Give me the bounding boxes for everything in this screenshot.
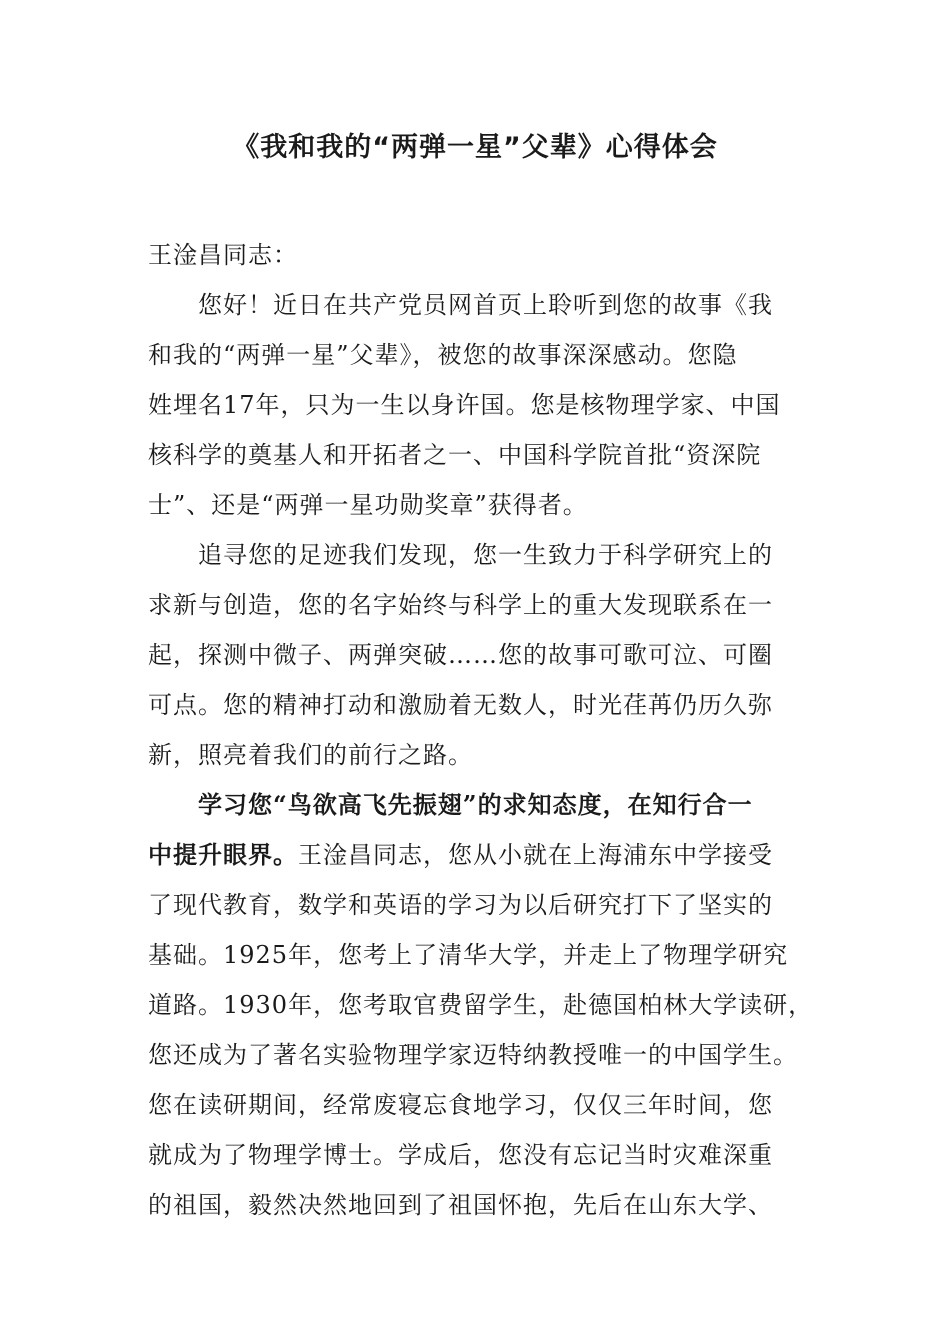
paragraph-line: 追寻您的足迹我们发现，您一生致力于科学研究上的 — [198, 541, 773, 569]
paragraph-line: 核科学的奠基人和开拓者之一、中国科学院首批“资深院 — [148, 441, 762, 469]
paragraph-line: 了现代教育，数学和英语的学习为以后研究打下了坚实的 — [148, 891, 773, 919]
document-body — [148, 230, 814, 1230]
paragraph-line: 就成为了物理学博士。学成后，您没有忘记当时灾难深重 — [148, 1141, 773, 1169]
paragraph-text: 王淦昌同志，您从小就在上海浦东中学接受 — [298, 841, 773, 869]
paragraph-line: 新，照亮着我们的前行之路。 — [148, 741, 473, 769]
salutation: 王淦昌同志： — [148, 241, 298, 269]
paragraph-line: 起，探测中微子、两弹突破……您的故事可歌可泣、可圈 — [148, 641, 773, 669]
paragraph-line: 可点。您的精神打动和激励着无数人，时光荏苒仍历久弥 — [148, 691, 773, 719]
paragraph-line: 姓埋名17年，只为一生以身许国。您是核物理学家、中国 — [148, 391, 781, 419]
bold-heading-tail: 中提升眼界。 — [148, 840, 298, 869]
paragraph-line: 道路。1930年，您考取官费留学生，赴德国柏林大学读研， — [148, 991, 814, 1019]
paragraph-line: 士”、还是“两弹一星功勋奖章”获得者。 — [148, 491, 588, 519]
paragraph-line: 基础。1925年，您考上了清华大学，并走上了物理学研究 — [148, 941, 789, 969]
paragraph-line: 您好！近日在共产党员网首页上聆听到您的故事《我 — [198, 291, 773, 319]
paragraph-line: 您还成为了著名实验物理学家迈特纳教授唯一的中国学生。 — [148, 1041, 798, 1069]
paragraph-line: 求新与创造，您的名字始终与科学上的重大发现联系在一 — [148, 591, 773, 619]
paragraph-line: 您在读研期间，经常废寝忘食地学习，仅仅三年时间，您 — [148, 1091, 773, 1119]
paragraph-line: 的祖国，毅然决然地回到了祖国怀抱，先后在山东大学、 — [148, 1191, 773, 1219]
paragraph-line: 和我的“两弹一星”父辈》，被您的故事深深感动。您隐 — [148, 341, 738, 369]
paragraph-line-mixed — [148, 830, 808, 880]
bold-heading-line: 学习您“鸟欲高飞先振翅”的求知态度，在知行合一 — [198, 790, 753, 819]
document-title: 《我和我的“两弹一星”父辈》心得体会 — [232, 132, 718, 163]
